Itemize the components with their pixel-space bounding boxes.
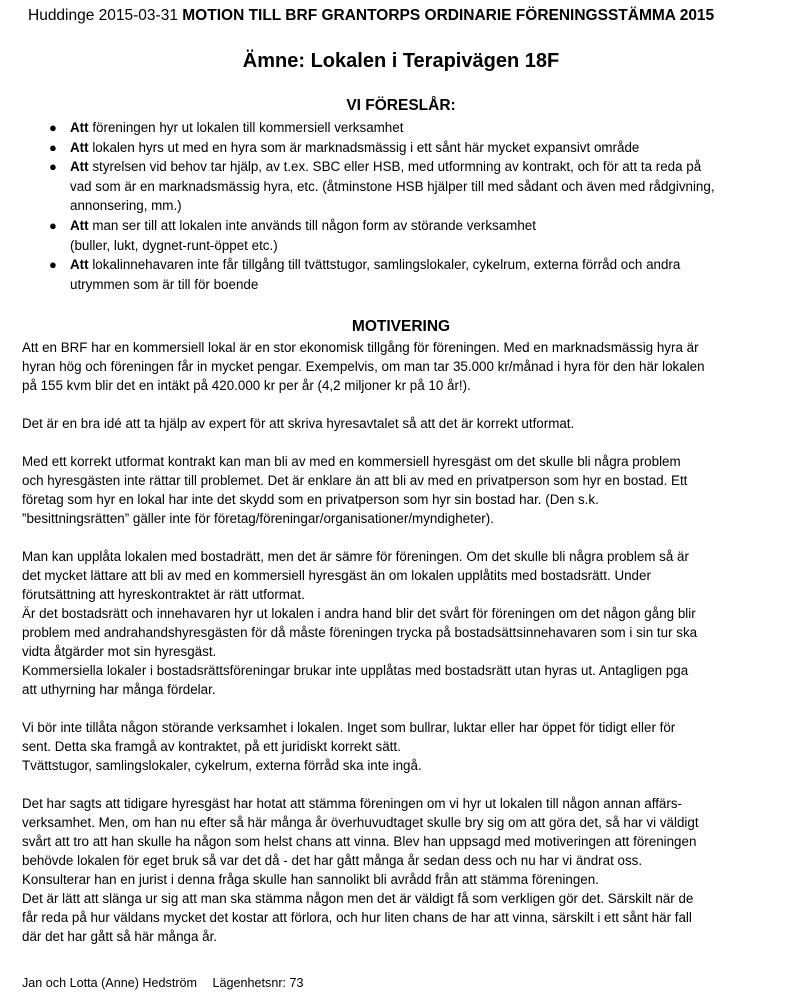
motivation-line: problem med andrahandshyresgästen för då måste föreningen trycka på bostadsättsinnehavaren som i sin tur ska	[22, 625, 698, 640]
signature	[22, 974, 784, 992]
motivation-paragraph	[22, 547, 784, 699]
motivation-line: svårt att tro att han skulle ha någon som helst chans att vinna. Blev han uppsagd med motiveringen att föreningen	[22, 834, 697, 849]
motivation-line: ”besittningsrätten” gäller inte för företag/föreningar/organisationer/myndigheter).	[22, 511, 494, 526]
bullet-icon: ●	[49, 257, 57, 273]
motivation-line: på 155 kvm blir det en intäkt på 420.000 kr per år (4,2 miljoner kr på 10 år!).	[22, 378, 471, 393]
proposal-lead: Att	[70, 139, 89, 155]
proposal-item	[46, 157, 786, 216]
bullet-icon: ●	[49, 120, 57, 135]
motivation-body	[22, 338, 784, 965]
proposal-text: vad som är en marknadsmässig hyra, etc. (åtminstone HSB hjälper till med sådant och även med rådgivning,	[70, 178, 715, 194]
proposal-lead: Att	[70, 217, 89, 233]
proposal-text: utrymmen som är till för boende	[70, 276, 259, 292]
motivation-line: och hyresgästen inte rättar till problemet. Det är enklare än att bli av med en privatperson som hyr en bostad. Ett	[22, 473, 688, 488]
proposal-text: lokalen hyrs ut med en hyra som är marknadsmässig i ett sånt här mycket expansivt område	[92, 139, 640, 155]
motivation-line: får reda på hur väldans mycket det kostar att förlora, och hur liten chans de har att vinna, särskilt i ett sånt här fall	[22, 910, 692, 925]
motivation-line: Tvättstugor, samlingslokaler, cykelrum, externa förråd ska inte ingå.	[22, 758, 422, 773]
motivation-line: Det är en bra idé att ta hjälp av expert för att skriva hyresavtalet så att det är korrekt utformat.	[22, 416, 575, 431]
motivation-line: Konsulterar han en jurist i denna fråga skulle han sannolikt bli avrådd från att stämma föreningen.	[22, 872, 599, 887]
motivation-line: verksamhet. Men, om han nu efter så här många år överhuvudtaget skulle bry sig om att göra det, så har vi väldigt	[22, 815, 699, 830]
proposal-item	[46, 118, 786, 138]
motivation-line: det mycket lättare att bli av med en kommersiell hyresgäst än om lokalen upplåtits med bostadsrätt. Under	[22, 568, 651, 583]
proposal-lead: Att	[70, 159, 89, 175]
bullet-icon: ●	[49, 217, 57, 233]
motivation-line: sent. Detta ska framgå av kontraktet, på ett juridiskt korrekt sätt.	[22, 739, 401, 754]
motivation-line: hyran hög och föreningen får in mycket pengar. Exempelvis, om man tar 35.000 kr/månad i hyra för den här lokalen	[22, 359, 705, 374]
proposals-heading: VI FÖRESLÅR:	[346, 97, 456, 114]
motivation-line: behövde lokalen för eget bruk så var det då - det har gått många år sedan dess och nu har vi ändrat oss.	[22, 853, 643, 868]
motivation-line: Att en BRF har en kommersiell lokal är en stor ekonomisk tillgång för föreningen. Med en marknadsmässig hyra är	[22, 340, 699, 355]
bullet-icon: ●	[49, 139, 57, 155]
proposal-item	[46, 255, 786, 294]
motivation-paragraph	[22, 718, 784, 775]
motivation-paragraph	[22, 452, 784, 528]
motivation-paragraph	[22, 338, 784, 395]
proposal-item	[46, 138, 786, 158]
document-header	[28, 6, 788, 26]
proposal-text: annonsering, mm.)	[70, 198, 182, 214]
signature-names: Jan och Lotta (Anne) Hedström	[22, 976, 198, 990]
motivation-line: Är det bostadsrätt och innehavaren hyr ut lokalen i andra hand blir det svårt för föreningen om det någon gång blir	[22, 606, 696, 621]
proposal-text: lokalinnehavaren inte får tillgång till tvättstugor, samlingslokaler, cykelrum, externa förråd och andra	[92, 257, 681, 273]
motivation-heading: MOTIVERING	[351, 318, 451, 335]
motivation-line: Det är lätt att slänga ur sig att man ska stämma någon men det är väldigt få som verkligen gör det. Särskilt när de	[22, 891, 694, 906]
header-date: Huddinge 2015-03-31	[28, 7, 178, 24]
header-title: MOTION TILL BRF GRANTORPS ORDINARIE FÖRENINGSSTÄMMA 2015	[182, 7, 715, 24]
proposal-text: styrelsen vid behov tar hjälp, av t.ex. SBC eller HSB, med utformning av kontrakt, och för att ta reda på	[92, 159, 702, 175]
motivation-line: förutsättning att hyreskontraktet är rätt utformat.	[22, 587, 305, 602]
proposal-text: man ser till att lokalen inte används till någon form av störande verksamhet	[92, 217, 536, 233]
proposal-lead: Att	[70, 120, 89, 135]
apartment-number: Lägenhetsnr: 73	[212, 976, 304, 990]
motivation-line: Det har sagts att tidigare hyresgäst har hotat att stämma föreningen om vi hyr ut lokalen till någon annan affärs-	[22, 796, 682, 811]
bullet-icon: ●	[49, 159, 57, 175]
proposals-list	[46, 118, 786, 294]
subject-title: Ämne: Lokalen i Terapivägen 18F	[242, 50, 560, 72]
motivation-line: företag som hyr en lokal har inte det skydd som en privatperson som hyr sin bostad har. (Den s.k.	[22, 492, 599, 507]
proposal-item	[46, 216, 786, 255]
proposal-lead: Att	[70, 257, 89, 273]
motivation-paragraph	[22, 414, 784, 433]
proposal-text: föreningen hyr ut lokalen till kommersiell verksamhet	[92, 120, 404, 135]
motivation-line: där det har gått så här många år.	[22, 929, 218, 944]
motivation-line: Med ett korrekt utformat kontrakt kan man bli av med en kommersiell hyresgäst om det skulle bli några problem	[22, 454, 681, 469]
proposal-text: (buller, lukt, dygnet-runt-öppet etc.)	[70, 237, 278, 253]
motivation-line: Man kan upplåta lokalen med bostadrätt, men det är sämre för föreningen. Om det skulle bli några problem så är	[22, 549, 689, 564]
motivation-line: att uthyrning har många fördelar.	[22, 682, 216, 697]
motivation-line: vidta åtgärder mot sin hyresgäst.	[22, 644, 217, 659]
motivation-paragraph	[22, 794, 784, 946]
motivation-line: Vi bör inte tillåta någon störande verksamhet i lokalen. Inget som bullrar, luktar eller har öppet för tidigt eller för	[22, 720, 676, 735]
motivation-line: Kommersiella lokaler i bostadsrättsföreningar brukar inte upplåtas med bostadsrätt utan hyras ut. Antagligen pga	[22, 663, 689, 678]
